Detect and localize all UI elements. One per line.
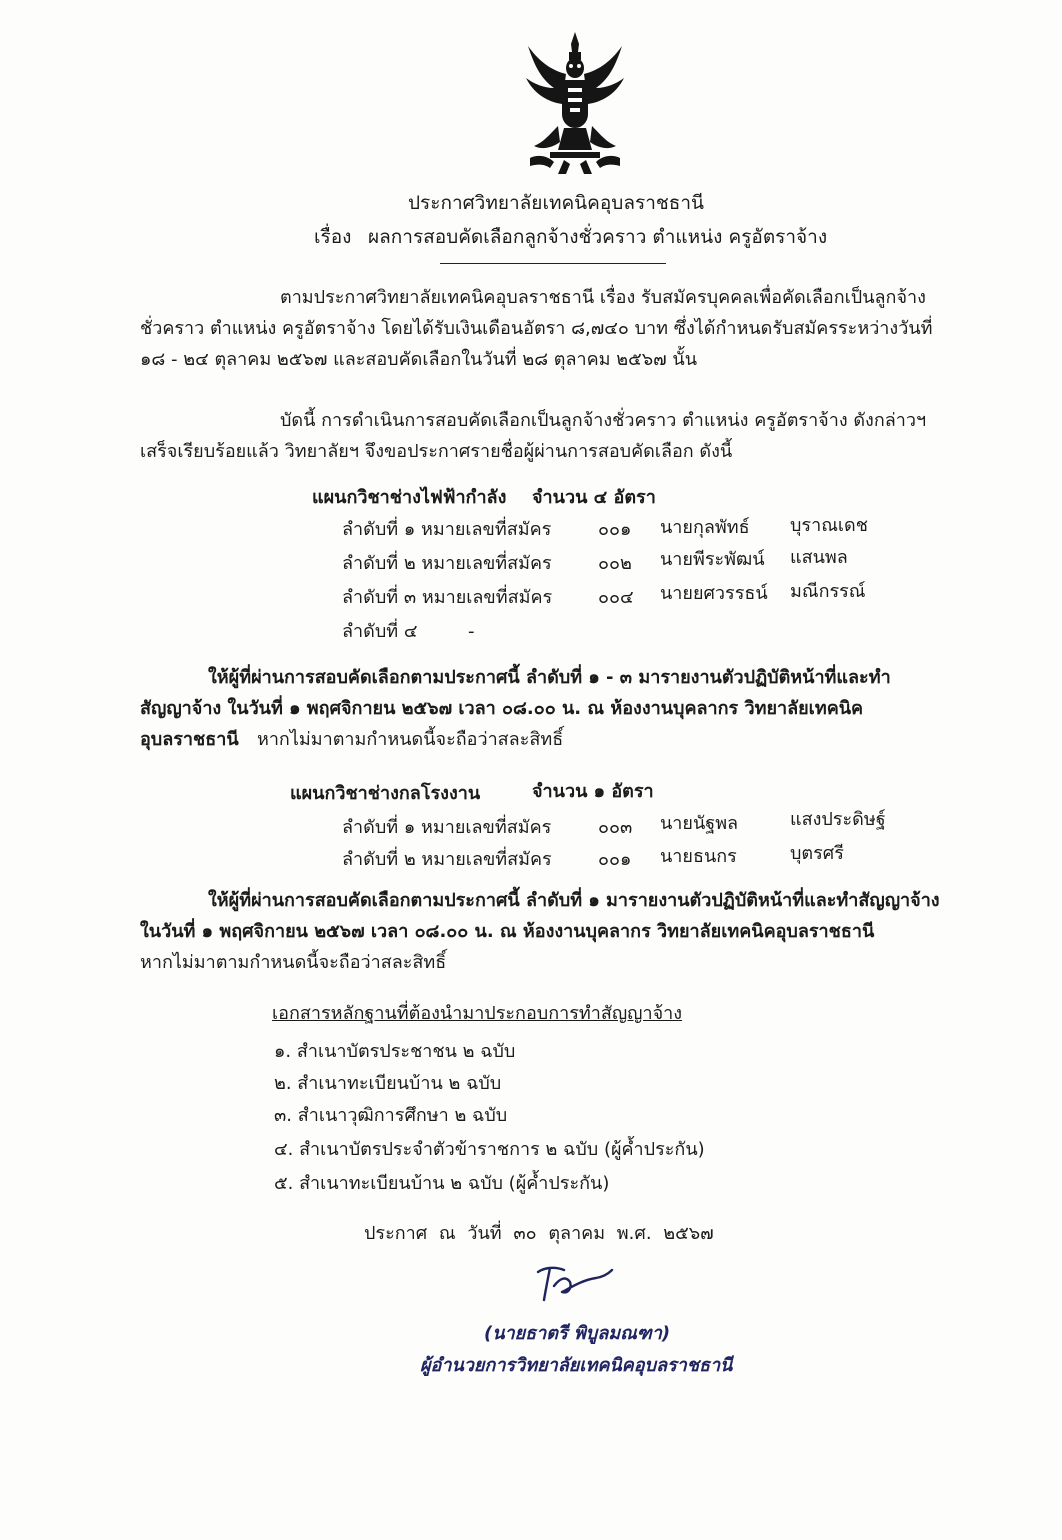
dept1-row-no: ๐๐๔ (598, 587, 634, 608)
dept2-notice-line: หากไม่มาตามกำหนดนี้จะถือว่าสละสิทธิ์ (140, 952, 447, 973)
intro-paragraph (140, 282, 960, 375)
dept1-row-last: แสนพล (790, 547, 848, 568)
now-line: เสร็จเรียบร้อยแล้ว วิทยาลัยฯ จึงขอประกาศรายชื่อผู้ผ่านการสอบคัดเลือก ดังนี้ (140, 441, 733, 462)
dept2-row-order: ลำดับที่ ๑ หมายเลขที่สมัคร (342, 817, 552, 838)
docs-item: ๒. สำเนาทะเบียนบ้าน ๒ ฉบับ (274, 1073, 502, 1094)
document-title: ประกาศวิทยาลัยเทคนิคอุบลราชธานี (407, 192, 705, 214)
dept2-name: แผนกวิชาช่างกลโรงงาน (290, 783, 481, 804)
dept1-row4-order: ลำดับที่ ๔ (342, 621, 418, 642)
now-line: บัดนี้ การดำเนินการสอบคัดเลือกเป็นลูกจ้างชั่วคราว ตำแหน่ง ครูอัตราจ้าง ดังกล่าวฯ (280, 410, 927, 431)
dept2-row-last: แสงประดิษฐ์ (790, 809, 886, 830)
dept2-row-no: ๐๐๓ (598, 817, 633, 838)
dept1-quota: จำนวน ๔ อัตรา (532, 487, 656, 508)
garuda-emblem-icon (520, 30, 630, 180)
docs-item: ๔. สำเนาบัตรประจำตัวข้าราชการ ๒ ฉบับ (ผู้ค้ำประกัน) (274, 1139, 705, 1160)
dept1-notice-line (140, 724, 960, 755)
docs-item: ๓. สำเนาวุฒิการศึกษา ๒ ฉบับ (274, 1105, 508, 1126)
dept2-row-order: ลำดับที่ ๒ หมายเลขที่สมัคร (342, 849, 552, 870)
dept1-row-first: นายพีระพัฒน์ (660, 549, 765, 570)
dept1-row-last: บุราณเดช (790, 515, 868, 536)
dept1-row-order: ลำดับที่ ๑ หมายเลขที่สมัคร (342, 519, 552, 540)
dept2-notice-line: ในวันที่ ๑ พฤศจิกายน ๒๕๖๗ เวลา ๐๘.๐๐ น. ณ ห้องงานบุคลากร วิทยาลัยเทคนิคอุบลราชธานี (140, 921, 875, 942)
dept2-row-last: บุตรศรี (790, 843, 844, 864)
dept1-row-no: ๐๐๒ (598, 553, 632, 574)
dept1-row-last: มณีกรรณ์ (790, 581, 866, 602)
dept1-row-no: ๐๐๑ (598, 519, 632, 540)
subject-text: ผลการสอบคัดเลือกลูกจ้างชั่วคราว ตำแหน่ง ครูอัตราจ้าง (368, 226, 828, 248)
intro-line: ตามประกาศวิทยาลัยเทคนิคอุบลราชธานี เรื่อง รับสมัครบุคคลเพื่อคัดเลือกเป็นลูกจ้าง (280, 287, 926, 308)
now-paragraph (140, 405, 960, 467)
dept2-notice (140, 885, 960, 978)
dept1-row-first: นายยศวรรธน์ (660, 583, 768, 604)
dept1-name: แผนกวิชาช่างไฟฟ้ากำลัง (312, 487, 507, 508)
signature-scribble (530, 1258, 620, 1308)
dept1-row-order: ลำดับที่ ๓ หมายเลขที่สมัคร (342, 587, 553, 608)
subject-label: เรื่อง (314, 226, 352, 248)
intro-line: ๑๘ - ๒๔ ตุลาคม ๒๕๖๗ และสอบคัดเลือกในวันที่ ๒๘ ตุลาคม ๒๕๖๗ นั้น (140, 349, 698, 370)
dept1-notice-line: ให้ผู้ที่ผ่านการสอบคัดเลือกตามประกาศนี้ ลำดับที่ ๑ - ๓ มารายงานตัวปฏิบัติหน้าที่และทำ (208, 667, 891, 688)
signatory-name: (นายธาตรี พิบูลมณฑา) (484, 1323, 671, 1344)
dept2-row-no: ๐๐๑ (598, 849, 632, 870)
dept1-notice-line3-bold: อุบลราชธานี (140, 729, 239, 750)
dept2-row-first: นายธนกร (660, 846, 737, 867)
dept2-row-first: นายนัฐพล (660, 813, 739, 834)
docs-item: ๕. สำเนาทะเบียนบ้าน ๒ ฉบับ (ผู้ค้ำประกัน) (274, 1173, 610, 1194)
dept2-notice-line: ให้ผู้ที่ผ่านการสอบคัดเลือกตามประกาศนี้ ลำดับที่ ๑ มารายงานตัวปฏิบัติหน้าที่และทำสัญญาจ้าง (208, 890, 940, 911)
intro-line: ชั่วคราว ตำแหน่ง ครูอัตราจ้าง โดยได้รับเงินเดือนอัตรา ๘,๗๔๐ บาท ซึ่งได้กำหนดรับสมัครระหว่างวันที่ (140, 318, 933, 339)
announce-date: ประกาศ ณ วันที่ ๓๐ ตุลาคม พ.ศ. ๒๕๖๗ (364, 1223, 714, 1244)
docs-heading: เอกสารหลักฐานที่ต้องนำมาประกอบการทำสัญญาจ้าง (272, 1003, 683, 1024)
title-divider (440, 263, 666, 264)
dept1-row4-dash: - (468, 621, 475, 642)
dept1-notice-line: สัญญาจ้าง ในวันที่ ๑ พฤศจิกายน ๒๕๖๗ เวลา ๐๘.๐๐ น. ณ ห้องงานบุคลากร วิทยาลัยเทคนิค (140, 698, 864, 719)
signatory-title: ผู้อำนวยการวิทยาลัยเทคนิคอุบลราชธานี (420, 1355, 733, 1376)
dept1-row-order: ลำดับที่ ๒ หมายเลขที่สมัคร (342, 553, 552, 574)
dept1-notice (140, 662, 960, 755)
docs-item: ๑. สำเนาบัตรประชาชน ๒ ฉบับ (274, 1041, 516, 1062)
dept2-quota: จำนวน ๑ อัตรา (532, 781, 654, 802)
dept1-notice-line3-rest: หากไม่มาตามกำหนดนี้จะถือว่าสละสิทธิ์ (256, 729, 564, 750)
dept1-row-first: นายกุลพัทธ์ (660, 517, 750, 538)
